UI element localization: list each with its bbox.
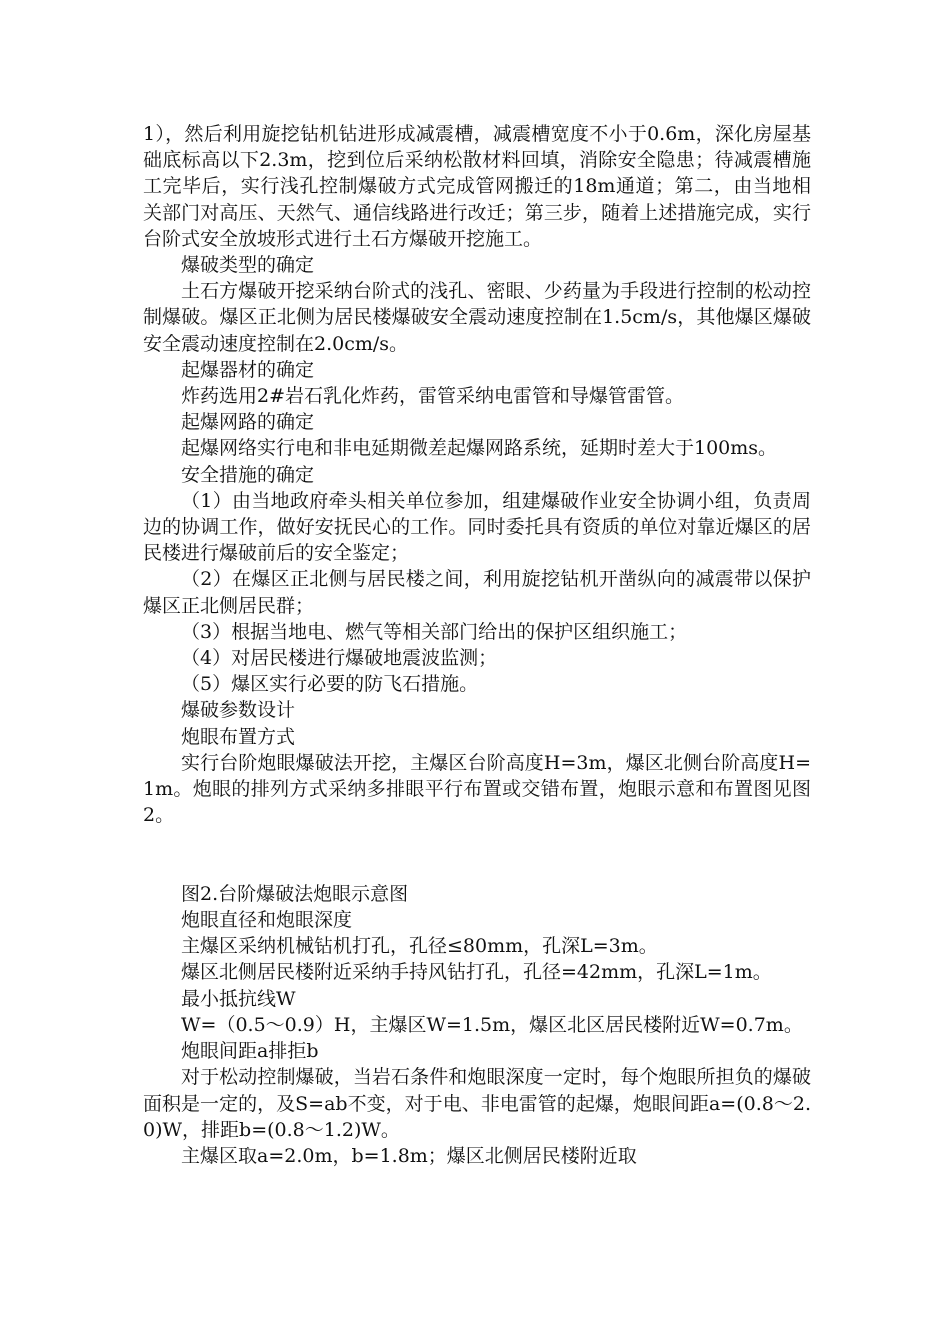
paragraph: 起爆网络实行电和非电延期微差起爆网路系统，延期时差大于100ms。 xyxy=(181,437,778,460)
paragraph: 安全措施的确定 xyxy=(181,463,315,486)
paragraph: 炸药选用2#岩石乳化炸药，雷管采纳电雷管和导爆管雷管。 xyxy=(181,385,685,408)
paragraph: 实行台阶炮眼爆破法开挖，主爆区台阶高度H=3m，爆区北侧台阶高度H=1m。炮眼的排列方式采纳多排眼平行布置或交错布置，炮眼示意和布置图见图2。 xyxy=(143,751,811,827)
paragraph: 起爆器材的确定 xyxy=(181,358,315,381)
paragraph: 爆破参数设计 xyxy=(181,699,296,722)
paragraph: 爆区北侧居民楼附近采纳手持风钻打孔，孔径=42mm，孔深L=1m。 xyxy=(181,961,772,984)
paragraph: W=（0.5～0.9）H，主爆区W=1.5m，爆区北区居民楼附近W=0.7m。 xyxy=(181,1013,803,1036)
text-before-figure xyxy=(143,121,811,828)
paragraph: （2）在爆区正北侧与居民楼之间，利用旋挖钻机开凿纵向的减震带以保护爆区正北侧居民群； xyxy=(143,568,811,617)
paragraph: （5）爆区实行必要的防飞石措施。 xyxy=(181,673,479,696)
paragraph: 最小抵抗线W xyxy=(181,987,296,1010)
paragraph: 炮眼布置方式 xyxy=(181,725,296,748)
document-body xyxy=(143,121,811,1169)
paragraph: （1）由当地政府牵头相关单位参加，组建爆破作业安全协调小组，负责周边的协调工作，做好安抚民心的工作。同时委托具有资质的单位对靠近爆区的居民楼进行爆破前后的安全鉴定； xyxy=(143,489,811,565)
paragraph: 炮眼直径和炮眼深度 xyxy=(181,909,353,932)
paragraph: 爆破类型的确定 xyxy=(181,254,315,277)
paragraph: 主爆区取a=2.0m，b=1.8m；爆区北侧居民楼附近取 xyxy=(181,1144,637,1167)
paragraph: 土石方爆破开挖采纳台阶式的浅孔、密眼、少药量为手段进行控制的松动控制爆破。爆区正北侧为居民楼爆破安全震动速度控制在1.5cm/s，其他爆区爆破安全震动速度控制在2.0cm/s。 xyxy=(143,280,811,355)
paragraph: 主爆区采纳机械钻机打孔，孔径≤80mm，孔深L=3m。 xyxy=(181,935,658,958)
paragraph: 起爆网路的确定 xyxy=(181,411,315,434)
figure-caption: 图2.台阶爆破法炮眼示意图 xyxy=(181,882,409,905)
paragraph: 对于松动控制爆破，当岩石条件和炮眼深度一定时，每个炮眼所担负的爆破面积是一定的，及S=ab不变，对于电、非电雷管的起爆，炮眼间距a=(0.8～2.0)W，排距b=(0.8～1.2)W。 xyxy=(143,1066,811,1141)
paragraph: （4）对居民楼进行爆破地震波监测； xyxy=(181,647,498,670)
figure-placeholder xyxy=(143,828,811,880)
paragraph: 1），然后利用旋挖钻机钻进形成减震槽，减震槽宽度不小于0.6m，深化房屋基础底标高以下2.3m，挖到位后采纳松散材料回填，消除安全隐患；待减震槽施工完毕后，实行浅孔控制爆破方式完成管网搬迁的18m通道；第二，由当地相关部门对高压、天然气、通信线路进行改迁；第三步，随着上述措施完成，实行台阶式安全放坡形式进行土石方爆破开挖施工。 xyxy=(143,123,811,250)
text-after-figure xyxy=(143,907,811,1169)
paragraph: （3）根据当地电、燃气等相关部门给出的保护区组织施工； xyxy=(181,620,688,643)
paragraph: 炮眼间距a排拒b xyxy=(181,1040,319,1063)
